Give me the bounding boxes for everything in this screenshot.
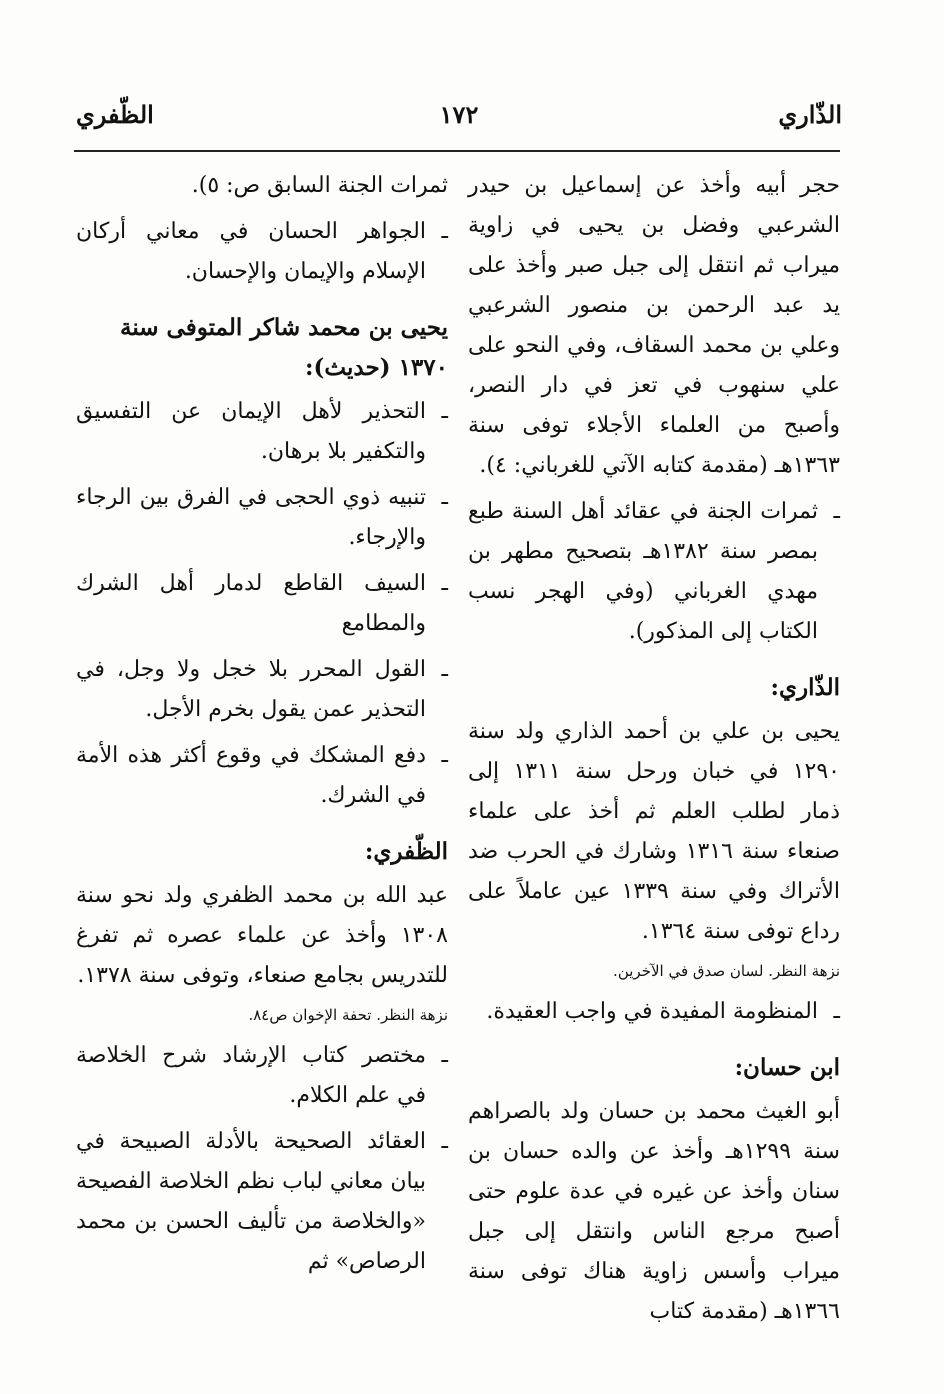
paragraph: أبو الغيث محمد بن حسان ولد بالصراهم سنة ١٢٩٩هـ وأخذ عن والده حسان بن سنان وأخذ عن غيره في عدة علوم حتى أصبح مرجع الناس وانتقل إلى جبل ميراب وأسس زاوية هناك توفى سنة ١٣٦٦هـ (مقدمة كتاب bbox=[468, 1099, 840, 1324]
paragraph: حجر أبيه وأخذ عن إسماعيل بن حيدر الشرعبي وفضل بن يحيى في زاوية ميراب ثم انتقل إلى جبل صبر وأخذ على يد عبد الرحمن بن منصور الشرعبي وعلي بن محمد السقاف، وفي النحو على علي سنهوب في تعز في دار النصر، وأصبح من العلماء الأجلاء توفى سنة ١٣٦٣هـ (مقدمة كتابه الآتي للغرباني: ٤). bbox=[468, 173, 840, 478]
paragraph: عبد الله بن محمد الظفري ولد نحو سنة ١٣٠٨ وأخذ عن علماء عصره ثم تفرغ للتدريس بجامع صنعاء، وتوفى سنة ١٣٧٨. bbox=[76, 883, 448, 988]
section-heading: ابن حسان: bbox=[734, 1054, 840, 1081]
list-item: ـ الجواهر الحسان في معاني أركان الإسلام والإيمان والإحسان. bbox=[76, 212, 448, 292]
running-title-right: الذّاري bbox=[778, 100, 842, 129]
header-rule bbox=[74, 150, 840, 152]
section-heading: يحيى بن محمد شاكر المتوفى سنة ١٣٧٠ (حديث): bbox=[120, 314, 448, 381]
running-title-left: الظّفري bbox=[76, 100, 154, 129]
list-item: ـ ثمرات الجنة في عقائد أهل السنة طبع بمصر سنة ١٣٨٢هـ بتصحيح مطهر بن مهدي الغرباني (وفي الهجر نسب الكتاب إلى المذكور). bbox=[468, 492, 840, 652]
list-item: ـ القول المحرر بلا خجل ولا وجل، في التحذير عمن يقول بخرم الأجل. bbox=[76, 650, 448, 730]
page-number: ١٧٢ bbox=[439, 100, 479, 129]
source-note: نزهة النظر. تحفة الإخوان ص٨٤. bbox=[248, 1006, 448, 1024]
paragraph: يحيى بن علي بن أحمد الذاري ولد سنة ١٢٩٠ في خبان ورحل سنة ١٣١١ إلى ذمار لطلب العلم ثم أخذ على علماء صنعاء سنة ١٣١٦ وشارك في الحرب ضد الأتراك وفي سنة ١٣٣٩ عين عاملاً على رداع توفى سنة ١٣٦٤. bbox=[468, 719, 840, 944]
right-column bbox=[468, 166, 840, 1334]
list-item: ـ مختصر كتاب الإرشاد شرح الخلاصة في علم الكلام. bbox=[76, 1036, 448, 1116]
list-item: ـ دفع المشكك في وقوع أكثر هذه الأمة في الشرك. bbox=[76, 736, 448, 816]
list-item: ـ التحذير لأهل الإيمان عن التفسيق والتكفير بلا برهان. bbox=[76, 392, 448, 472]
list-item: ـ السيف القاطع لدمار أهل الشرك والمطامع bbox=[76, 564, 448, 644]
section-heading: الظّفري: bbox=[364, 838, 448, 865]
left-column bbox=[76, 166, 448, 1334]
paragraph: ثمرات الجنة السابق ص: ٥). bbox=[191, 173, 448, 198]
list-item: ـ العقائد الصحيحة بالأدلة الصبيحة في بيان معاني لباب نظم الخلاصة الفصيحة «والخلاصة من تأليف الحسن بن محمد الرصاص» ثم bbox=[76, 1122, 448, 1282]
page-header bbox=[76, 100, 842, 144]
section-heading: الذّاري: bbox=[770, 674, 840, 701]
source-note: نزهة النظر. لسان صدق في الآخرين. bbox=[613, 962, 840, 980]
list-item: ـ المنظومة المفيدة في واجب العقيدة. bbox=[468, 992, 840, 1032]
list-item: ـ تنبيه ذوي الحجى في الفرق بين الرجاء والإرجاء. bbox=[76, 478, 448, 558]
